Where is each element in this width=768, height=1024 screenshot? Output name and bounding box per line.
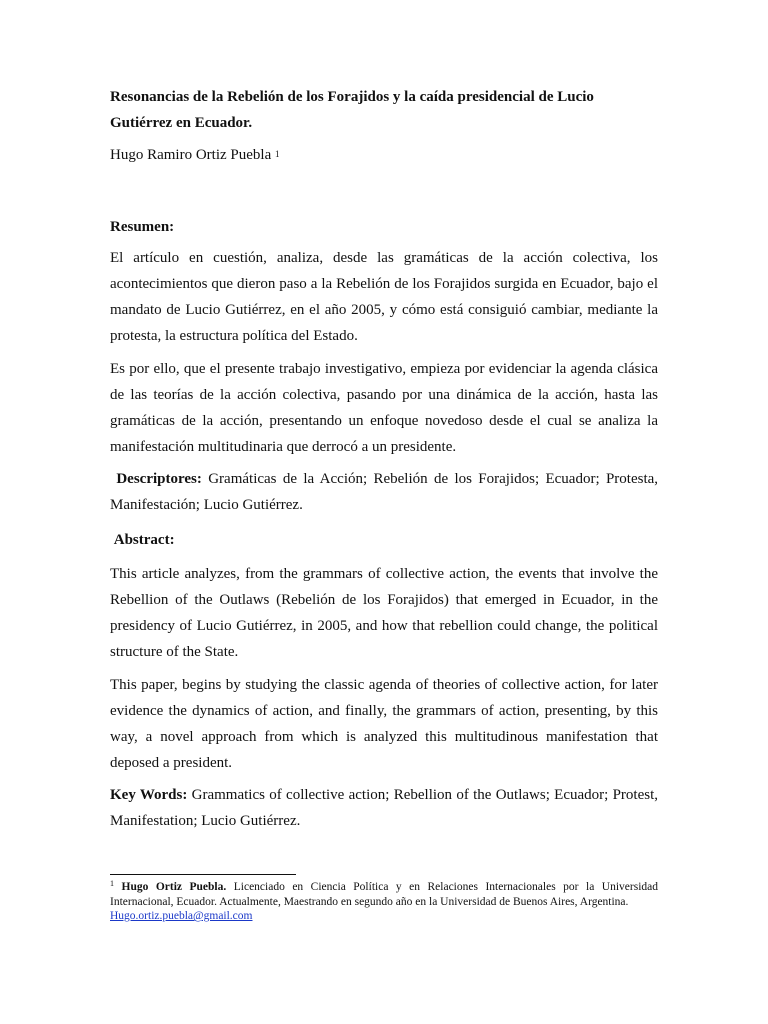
footnote-email-link[interactable]: Hugo.ortiz.puebla@gmail.com xyxy=(110,910,253,922)
author-name: Hugo Ramiro Ortiz Puebla xyxy=(110,147,272,163)
paper-title: Resonancias de la Rebelión de los Forajidos y la caída presidencial de Lucio Gutiérrez en Ecuador. xyxy=(110,89,594,131)
abstract-heading xyxy=(110,527,658,553)
author-line xyxy=(110,142,658,168)
abstract-paragraph-2: This paper, begins by studying the classic agenda of theories of collective action, for later evidence the dynamics of action, and finally, the grammars of action, presenting, by this way, a novel approach from which is analyzed this multitudinous manifestation that deposed a president. xyxy=(110,677,658,771)
descriptores-text: Gramáticas de la Acción; Rebelión de los Forajidos; Ecuador; Protesta, Manifestación; Lucio Gutiérrez. xyxy=(110,471,659,513)
author-footnote-mark: 1 xyxy=(274,149,280,159)
keywords-text: Grammatics of collective action; Rebellion of the Outlaws; Ecuador; Protest, Manifestation; Lucio Gutiérrez. xyxy=(110,787,659,829)
descriptores-label: Descriptores: xyxy=(116,471,202,487)
footnote-mark: 1 xyxy=(110,879,114,888)
footnote-name: Hugo Ortiz Puebla. xyxy=(121,881,227,893)
resumen-paragraph-1: El artículo en cuestión, analiza, desde las gramáticas de la acción colectiva, los acontecimientos que dieron paso a la Rebelión de los Forajidos surgida en Ecuador, bajo el mandato de Lucio Gutiérrez, en el año 2005, y cómo está consiguió cambiar, mediante la protesta, la estructura política del Estado. xyxy=(110,250,658,344)
resumen-heading: Resumen: xyxy=(110,219,175,235)
descriptores-paragraph xyxy=(110,466,658,518)
keywords-label: Key Words: xyxy=(110,787,188,803)
footnote-divider xyxy=(110,874,296,875)
abstract-paragraph-1: This article analyzes, from the grammars of collective action, the events that involve the Rebellion of the Outlaws (Rebelión de los Forajidos) that emerged in Ecuador, in the presidency of Lucio Gutiérrez, in 2005, and how that rebellion could change, the political structure of the State. xyxy=(110,566,658,660)
abstract-heading-text: Abstract: xyxy=(113,532,175,548)
footnote xyxy=(110,880,658,923)
resumen-paragraph-2: Es por ello, que el presente trabajo investigativo, empieza por evidenciar la agenda clásica de las teorías de la acción colectiva, pasando por una dinámica de la acción, hasta las gramáticas de la acción, presentando un enfoque novedoso desde el cual se analiza la manifestación multitudinaria que derrocó a un presidente. xyxy=(110,361,658,455)
footnote-text: Licenciado en Ciencia Política y en Relaciones Internacionales por la Universidad Internacional, Ecuador. Actualmente, Maestrando en segundo año en la Universidad de Buenos Aires, Argentina. xyxy=(110,881,659,908)
keywords-paragraph xyxy=(110,782,658,834)
